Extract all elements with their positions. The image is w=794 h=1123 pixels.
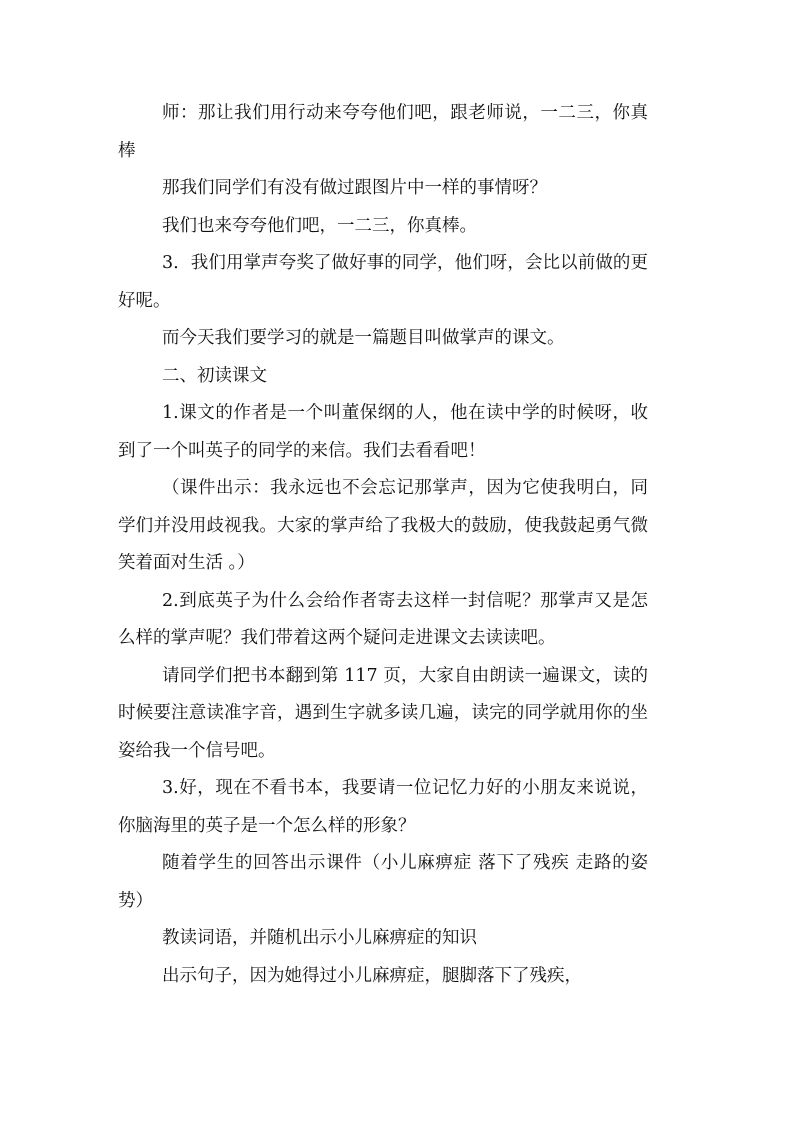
paragraph: 2.到底英子为什么会给作者寄去这样一封信呢？那掌声又是怎么样的掌声呢？我们带着这两个疑问走进课文去读读吧。 [118,590,648,648]
paragraph: 教读词语，并随机出示小儿麻痹症的知识 [162,928,477,948]
paragraph: 师：那让我们用行动来夸夸他们吧，跟老师说，一二三，你真棒 [118,103,648,161]
paragraph: 请同学们把书本翻到第 117 页，大家自由朗读一遍课文，读的时候要注意读准字音，遇到生字就多读几遍，读完的同学就用你的坐姿给我一个信号吧。 [118,665,648,761]
paragraph: 我们也来夸夸他们吧，一二三，你真棒。 [162,215,477,236]
quoted-courseware-text: （课件出示：我永远也不会忘记那掌声，因为它使我明白，同学们并没用歧视我。大家的掌声给了我极大的鼓励，使我鼓起勇气微笑着面对生活 。） [118,478,648,573]
paragraph: 出示句子，因为她得过小儿麻痹症，腿脚落下了残疾， [162,965,582,986]
paragraph: 3.好，现在不看书本，我要请一位记忆力好的小朋友来说说，你脑海里的英子是一个怎么样的形象？ [118,778,648,836]
document-body [118,95,648,995]
paragraph: 随着学生的回答出示课件（小儿麻痹症 落下了残疾 走路的姿势） [118,853,648,911]
paragraph: 那我们同学们有没有做过跟图片中一样的事情呀？ [162,178,547,198]
paragraph: 1.课文的作者是一个叫董保纲的人，他在读中学的时候呀，收到了一个叫英子的同学的来信。我们去看看吧！ [118,403,648,461]
paragraph: 而今天我们要学习的就是一篇题目叫做掌声的课文。 [162,328,565,348]
paragraph: 3．我们用掌声夸奖了做好事的同学，他们呀，会比以前做的更好呢。 [118,253,648,311]
section-heading: 二、初读课文 [162,365,267,386]
